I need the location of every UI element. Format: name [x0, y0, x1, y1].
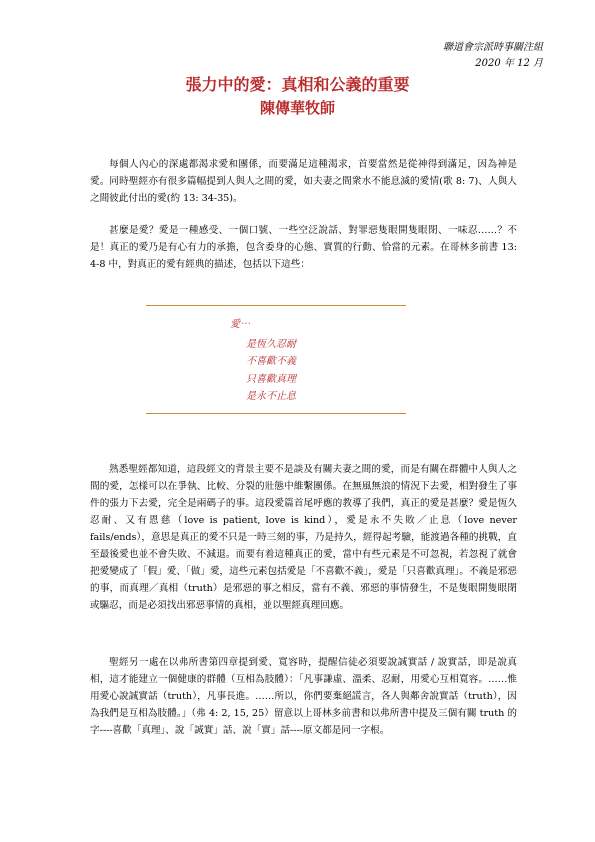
quote-bottom-rule	[146, 413, 406, 414]
document-title: 張力中的愛：真相和公義的重要	[185, 75, 410, 94]
header-block	[443, 40, 543, 72]
paragraph-intro: 每個人內心的深處都渴求愛和團係，而要滿足這種渴求，首要當然是從神得到滿足，因為神是愛。同時聖經亦有很多篇幅提到人與人之間的愛，如夫妻之間衆水不能息滅的愛情(歌 8: 7)、人與人之間彼此付出的愛(約 13: 34-35)。	[90, 159, 517, 204]
quote-line: 是永不止息	[246, 391, 296, 402]
document-author: 陳傳華牧師	[259, 99, 335, 117]
header-org: 聯道會宗派時事關注組	[443, 42, 543, 53]
quote-line: 是恆久忍耐	[246, 338, 296, 350]
paragraph-definition: 甚麼是愛？愛是一種感受、一個口號、一些空泛說話、對罪惡隻眼開隻眼閉、一味忍……？不是！真正的愛乃是有心有力的承擔，包含委身的心態、實質的行動、恰當的元素。在哥林多前書 13: 4-8 中，對真正的愛有經典的描述，包括以下這些：	[90, 225, 517, 270]
quote-line: 只喜歡真理	[246, 373, 296, 385]
scripture-quote	[230, 316, 296, 406]
paragraph-context: 熟悉聖經都知道，這段經文的背景主要不是談及有關夫妻之間的愛，而是有關在群體中人與人之間的愛，怎樣可以在爭執、比較、分裂的壯態中維繫團係。在無風無浪的情況下去愛，相對發生了事件的張力下去愛，完全是兩碼子的事。這段愛篇首尾呼應的教導了我們，真正的愛是甚麼？愛是恆久忍耐、又有恩慈（love is patient, love is kind），愛是永不失敗／止息（love never fails/ends），意思是真正的愛不只是一時三刻的事，乃是持久，經得起考驗，能渡過各種的挑戰，直至最後愛也並不會失敗、不減退。而要有着這種真正的愛，當中有些元素是不可忽視，若忽視了就會把愛變成了「假」愛、「做」愛，這些元素包括愛是「不喜歡不義」，愛是「只喜歡真理」。不義是邪惡的事，而真理／真相（truth）是邪惡的事之相反，當有不義、邪惡的事情發生，不是隻眼開隻眼閉或驅忍，而是必須找出邪惡事情的真相，並以聖經真理回應。	[90, 464, 517, 611]
paragraph-ephesians: 聖經另一處在以弗所書第四章提到愛、寬容時，提醒信徒必須要說誠實話 / 說實話，即是說真相，這才能建立一個健康的群體（互相為肢體）：「凡事謙虛、溫柔、忍耐，用愛心互相寬容。……惟用愛心說誠實話（truth），凡事長進。……所以，你們要棄絕謊言，各人與鄰舍說實話（truth），因為我們是互相為肢體。」（弗 4: 2, 15, 25）留意以上哥林多前書和以弗所書中提及三個有關 truth 的字----喜歡「真理」、說「誠實」話、說「實」話----原文都是同一字根。	[90, 657, 517, 736]
quote-top-rule	[146, 305, 406, 306]
quote-line: 不喜歡不義	[246, 356, 296, 367]
quote-intro: 愛⋯	[230, 319, 250, 330]
header-date: 2020 年 12 月	[475, 58, 543, 69]
